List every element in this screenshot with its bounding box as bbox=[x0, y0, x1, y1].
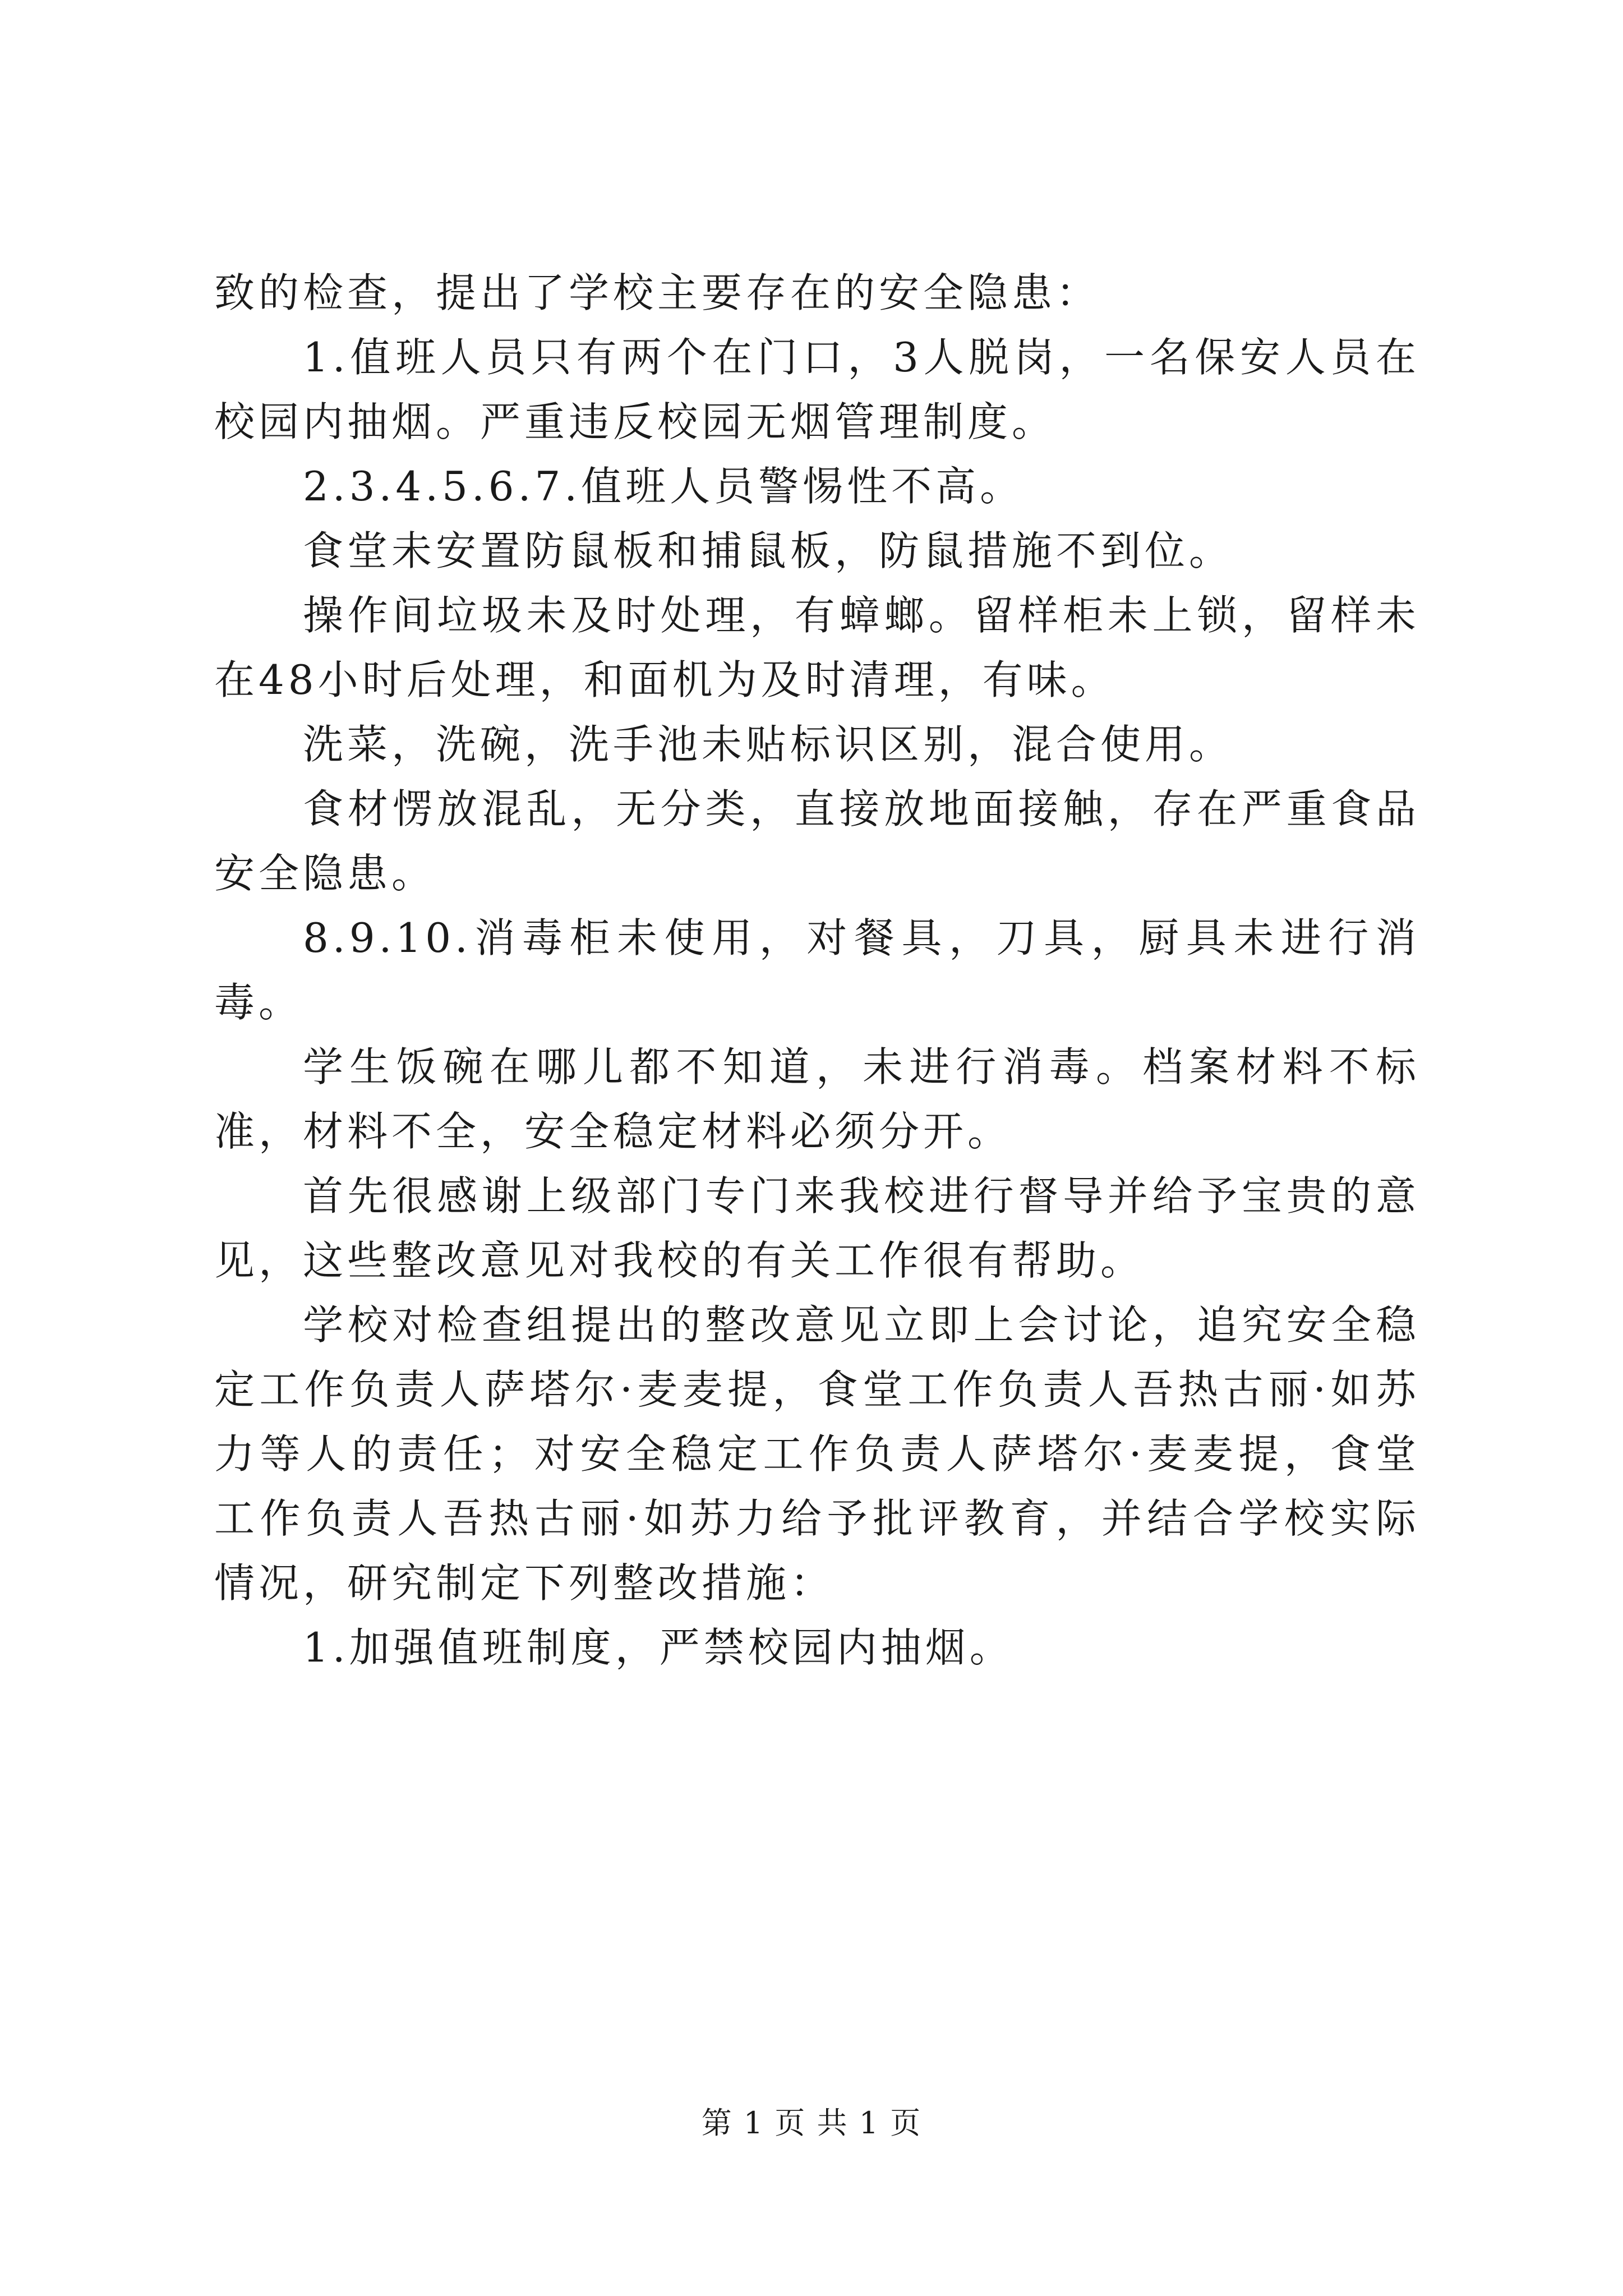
paragraph-items-8-10: 8.9.10.消毒柜未使用，对餐具，刀具，厨具未进行消毒。 bbox=[214, 914, 1420, 1026]
paragraph-thanks: 首先很感谢上级部门专门来我校进行督导并给予宝贵的意见，这些整改意见对我校的有关工作很有帮助。 bbox=[214, 1172, 1420, 1284]
paragraph-ingredients: 食材愣放混乱，无分类，直接放地面接触，存在严重食品安全隐患。 bbox=[214, 785, 1420, 897]
paragraph-sinks: 洗菜，洗碗，洗手池未贴标识区别，混合使用。 bbox=[303, 721, 1234, 768]
document-body bbox=[214, 261, 1420, 1680]
paragraph-item-1: 1.值班人员只有两个在门口，3人脱岗，一名保安人员在校园内抽烟。严重违反校园无烟管理制度。 bbox=[214, 334, 1420, 445]
page-number-footer: 第 1 页 共 1 页 bbox=[701, 2105, 922, 2141]
paragraph-measure-1: 1.加强值班制度，严禁校园内抽烟。 bbox=[303, 1624, 1014, 1671]
paragraph-items-2-7: 2.3.4.5.6.7.值班人员警惕性不高。 bbox=[303, 463, 1025, 510]
paragraph-continuation: 致的检查，提出了学校主要存在的安全隐患： bbox=[214, 269, 1101, 316]
paragraph-accountability: 学校对检查组提出的整改意见立即上会讨论，追究安全稳定工作负责人萨塔尔·麦麦提，食堂工作负责人吾热古丽·如苏力等人的责任；对安全稳定工作负责人萨塔尔·麦麦提，食堂工作负责人吾热古丽·如苏力给予批评教育，并结合学校实际情况，研究制定下列整改措施： bbox=[214, 1301, 1420, 1607]
paragraph-canteen-rodent: 食堂未安置防鼠板和捕鼠板，防鼠措施不到位。 bbox=[303, 527, 1234, 574]
paragraph-bowls-archives: 学生饭碗在哪儿都不知道，未进行消毒。档案材料不标准，材料不全，安全稳定材料必须分开。 bbox=[214, 1043, 1420, 1155]
paragraph-kitchen-waste: 操作间垃圾未及时处理，有蟑螂。留样柜未上锁，留样未在48小时后处理，和面机为及时清理，有味。 bbox=[214, 592, 1420, 703]
